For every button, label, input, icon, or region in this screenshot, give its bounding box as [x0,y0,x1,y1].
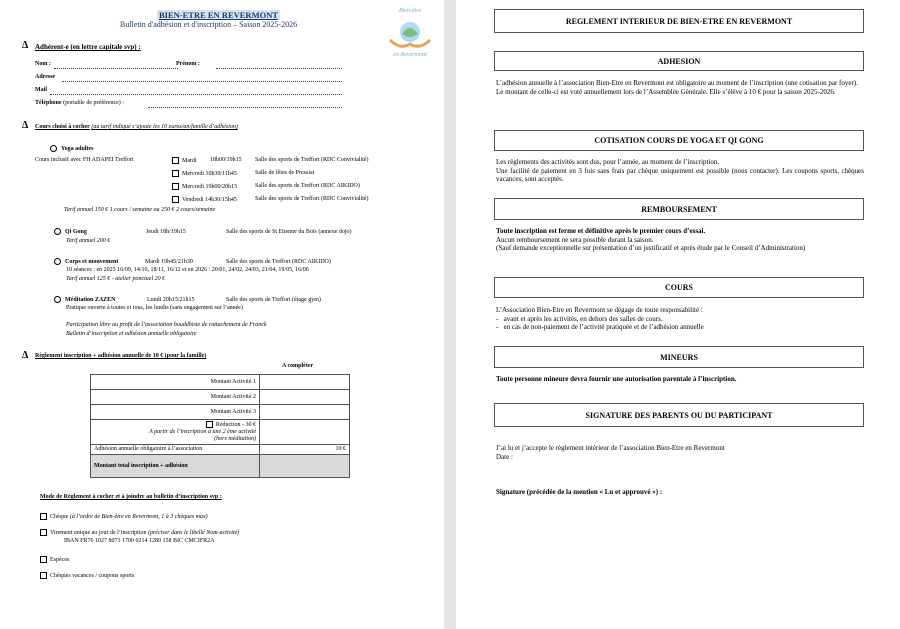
zazen-radio[interactable] [54,296,61,303]
virement-note: (préciser dans le libellé Nom-activité) [147,529,240,536]
vacances-label: Chèques vacances / coupons sports [50,572,135,579]
mode-vacances[interactable] [40,572,134,580]
cotisation-text [496,158,864,184]
table-row [91,390,350,405]
cours-heading-note: (au tarif indiqué s’ajoute les 10 euros/an/famille d’adhésion) [91,124,238,130]
adhesion-label: Adhésion annuelle obligatoire à l’association [91,444,260,454]
mode-especes[interactable] [40,556,69,564]
reduction-note: A partir de l’inscription à une 2 ème activité [149,428,256,435]
tel-row [35,100,124,107]
table-row [91,454,350,477]
reduction-cell [91,420,260,445]
table-row [91,420,350,445]
yoga-row[interactable] [50,145,94,153]
cours-text [496,306,864,332]
yoga-slot-3[interactable] [172,183,237,191]
slot-time: 18h00/19h15 [210,157,242,163]
adhesion-p1: L’adhésion annuelle à l’association Bien-Etre en Revermont est obligatoire au moment de l’inscription (une cotisation par foyer). [496,79,858,87]
table-cell-input[interactable] [260,375,350,390]
checkbox[interactable] [40,529,47,536]
checkbox[interactable] [40,513,47,520]
checkbox[interactable] [40,572,47,579]
zazen-note: Pratique ouverte à toutes et tous, les lundis (sans engagement sur l’année) [66,305,243,311]
mineurs-text: Toute personne mineure devra fournir une autorisation parentale à l’inscription. [496,375,737,383]
table-row [91,444,350,454]
reduction-label: Réduction - 30 € [215,421,256,428]
zazen-place: Salle des sports de Treffort (étage gym) [226,297,321,303]
table-cell-label: Montant Activité 3 [91,405,260,420]
corps-schedule: Mardi 19h45/21h30 [145,259,193,265]
especes-label: Espèces [50,556,70,563]
corps-place: Salle des sports de Treffort (RDC AIKIDO) [226,259,331,265]
table-cell-label: Montant Activité 2 [91,390,260,405]
cours-p1: L’Association Bien-Etre en Revermont se dégage de toute responsabilité : [496,306,703,314]
slot-day: Mercredi 19h00/20h15 [182,183,238,190]
corps-sessions: 10 séances : en 2025 16/09, 14/10, 18/11, 16/12 et en 2026 : 20/01, 24/02, 24/03, 21/04, 19/05, 16/06 [66,267,309,273]
rules-title: REGLEMENT INTERIEUR DE BIEN-ETRE EN REVERMONT [494,9,864,33]
table-cell-label: Montant Activité 1 [91,375,260,390]
zazen-bulletin-note: Bulletin d’inscription et adhésion annuelle obligatoire [66,331,197,337]
checkbox[interactable] [172,196,179,203]
yoga-radio[interactable] [50,145,57,152]
cours-bullet-1-text: avant et après les activités, en dehors des salles de cours. [503,314,663,323]
page-left [0,0,444,629]
total-value[interactable] [260,454,350,477]
table-row [91,375,350,390]
mail-field[interactable] [50,94,342,95]
table-cell-input[interactable] [260,390,350,405]
adhesion-p2: Le montant de celle-ci est voté annuellement lors de l’Assemblée Générale. Elle s’élève à 10 € pour la saison 2025-2026. [496,87,836,96]
slot-place: Salle des sports de Treffort (RDC AIKIDO) [255,183,360,189]
mode-heading: Mode de Règlement à cocher et à joindre au bulletin d’inscription svp : [40,494,222,500]
yoga-slot-2[interactable] [172,170,237,178]
cours-bullet-2-text: en cas de non-paiement de l’activité pratiquée et de l’adhésion annuelle [503,323,704,331]
adresse-label: Adresse [35,74,56,80]
slot-place: Salle de fêtes de Pressiat [255,170,315,176]
signature-heading: SIGNATURE DES PARENTS OU DU PARTICIPANT [494,403,864,427]
mode-cheque[interactable] [40,513,208,521]
slot-day: Vendredi 14h30/15h45 [182,196,237,203]
remboursement-heading: REMBOURSEMENT [494,198,864,220]
payment-table [90,374,350,478]
slot-place: Salle des sports de Treffort (RDC Convivialité) [255,157,369,163]
qigong-title: Qi Gong [65,228,87,235]
corps-radio[interactable] [54,258,61,265]
checkbox[interactable] [172,157,179,164]
nom-label: Nom : [35,61,51,67]
cotisation-p2: Une facilité de paiement en 3 fois sans frais par chèque uniquement est possible (nous contacter). Les coupons sports, chèques vacances, sont acceptés. [496,166,864,183]
prenom-label: Prénom : [176,61,200,67]
cours-heading: Cours choisi à cocher [35,124,90,130]
cours-heading: COURS [494,277,864,298]
yoga-slot-1[interactable] [172,157,197,165]
table-cell-input[interactable] [260,405,350,420]
yoga-tarif: Tarif annuel 150 € 1 cours / semaine ou 250 € 2 cours/semaine [64,207,216,213]
signature-p1: J’ai lu et j’accepte le règlement intérieur de l’association Bien-Etre en Revermont [496,444,725,452]
mode-virement[interactable] [40,529,239,537]
cours-bullet-1: - avant et après les activités, en dehors des salles de cours. [496,314,663,323]
adhesion-text [496,79,864,96]
adhesion-value: 10 € [260,444,350,454]
table-cell-input[interactable] [260,420,350,445]
zazen-schedule: Lundi 20h15/21h15 [147,297,195,303]
qigong-place: Salle des sports de St Etienne du Bois (annexe dojo) [226,229,352,235]
qigong-tarif: Tarif annuel 200 € [66,238,111,244]
reduction-note-2: (hors méditation) [214,435,256,442]
total-label: Montant total inscription + adhésion [91,454,260,477]
yoga-inclusive: Cours inclusif avec FH ADAPEI Treffort [35,157,134,163]
zazen-row[interactable] [54,296,116,304]
cheque-note: (à l’ordre de Bien-être en Revermont, 1 à 3 chèques max) [69,513,208,520]
section-marker-icon: Δ [22,120,29,131]
slot-day: Mardi [182,157,197,164]
form-subtitle: Bulletin d'adhésion et d'inscription – Saison 2025-2026 [120,20,298,29]
adhesion-heading: ADHESION [494,51,864,71]
zazen-participation: Participation libre au profit de l’association bouddhiste de rattachement de Franck [66,322,267,328]
checkbox[interactable] [172,183,179,190]
qigong-radio[interactable] [54,228,61,235]
cheque-label: Chèque [50,513,69,520]
checkbox[interactable] [172,170,179,177]
signature-text [496,444,864,461]
cours-heading-row [35,124,238,131]
form-title: BIEN-ETRE EN REVERMONT [159,10,279,20]
mail-label: Mail [35,87,47,93]
remboursement-p2: Aucun remboursement ne sera possible durant la saison. [496,235,654,244]
section-marker-icon: Δ [22,350,29,361]
corps-row[interactable] [54,258,118,266]
section-marker-icon: Δ [22,40,29,51]
cotisation-p1: Les règlements des activités sont dus, pour l’année, au moment de l’inscription. [496,158,720,166]
yoga-title: Yoga adultes [61,145,94,152]
qigong-schedule: Jeudi 18h/19h15 [146,229,186,235]
remboursement-p1: Toute inscription est ferme et définitive après le premier cours d’essai. [496,227,706,235]
qigong-row[interactable] [54,228,87,236]
tel-field[interactable] [148,107,342,108]
table-row [91,405,350,420]
reglement-heading: Règlement inscription + adhésion annuelle de 10 € (pour la famille) [35,353,207,359]
nom-field[interactable] [54,68,178,69]
cotisation-heading: COTISATION COURS DE YOGA ET QI GONG [494,130,864,151]
iban: IBAN FR76 1027 8073 1700 0214 1280 158 BIC CMCIFR2A [64,538,215,544]
mineurs-heading: MINEURS [494,346,864,368]
svg-text:Bien-être: Bien-être [398,8,422,14]
slot-place: Salle des sports de Treffort (RDC Convivialité) [255,196,369,202]
tel-label: Téléphone [35,100,62,106]
corps-tarif: Tarif annuel 125 € - atelier ponctuel 20 € [66,276,166,282]
signature-line: Signature (précédée de la mention « Lu et approuvé ») : [496,488,663,496]
zazen-title: Méditation ZAZEN [65,296,116,303]
adresse-field[interactable] [62,81,342,82]
svg-text:en Revermont: en Revermont [393,52,427,58]
remboursement-text [496,227,864,253]
association-logo [380,4,440,58]
table-col-header: A compléter [282,363,314,369]
tel-note: (portable de préférence) : [63,100,124,106]
remboursement-p3: (Sauf demande exceptionnelle sur présentation d’un justificatif et après étude par le Conseil d’Administration) [496,244,806,252]
slot-day: Mercredi 10h30/11h45 [182,170,237,177]
checkbox[interactable] [40,556,47,563]
virement-label: Virement unique au jour de l’inscription [50,529,147,536]
yoga-slot-4[interactable] [172,196,237,204]
reduction-checkbox[interactable] [206,421,213,428]
corps-title: Corps et mouvement [65,258,119,265]
adherent-heading: Adhérent-e (en lettre capitale svp) : [35,43,141,51]
cours-bullet-2: - en cas de non-paiement de l’activité pratiquée et de l’adhésion annuelle [496,323,704,331]
page-right [456,0,900,629]
signature-date: Date : [496,452,513,461]
prenom-field[interactable] [216,68,342,69]
